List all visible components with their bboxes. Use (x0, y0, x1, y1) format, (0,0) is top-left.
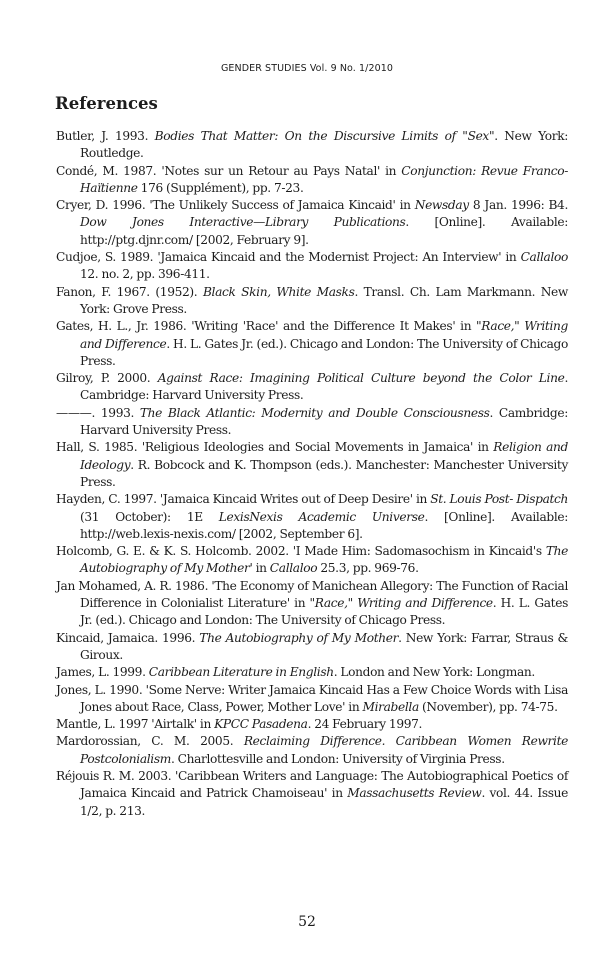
reference-entry: Jones, L. 1990. 'Some Nerve: Writer Jamaica Kincaid Has a Few Choice Words with Lisa Jones about Race, Class, Power, Mother Love' in Mirabella (November), pp. 74-75. (56, 682, 568, 714)
reference-list (56, 128, 568, 820)
reference-entry: Hall, S. 1985. 'Religious Ideologies and Social Movements in Jamaica' in Religion and Ideology. R. Bobcock and K. Thompson (eds.). Manchester: Manchester University Press. (56, 440, 568, 489)
reference-entry: James, L. 1999. Caribbean Literature in English. London and New York: Longman. (56, 665, 535, 680)
reference-entry: Cudjoe, S. 1989. 'Jamaica Kincaid and the Modernist Project: An Interview' in Callaloo 12. no. 2, pp. 396-411. (56, 250, 568, 282)
reference-entry: Gates, H. L., Jr. 1986. 'Writing 'Race' and the Difference It Makes' in "Race," Writing and Difference. H. L. Gates Jr. (ed.). Chicago and London: The University of Chicago Press. (56, 319, 568, 368)
reference-entry: Jan Mohamed, A. R. 1986. 'The Economy of Manichean Allegory: The Function of Racial Difference in Colonialist Literature' in "Race," Writing and Difference. H. L. Gates Jr. (ed.). Chicago and London: The University of Chicago Press. (56, 578, 568, 628)
section-title: References (55, 94, 158, 113)
page-number: 52 (298, 914, 316, 930)
reference-entry: Kincaid, Jamaica. 1996. The Autobiography of My Mother. New York: Farrar, Straus & Giroux. (56, 630, 568, 662)
reference-entry: Holcomb, G. E. & K. S. Holcomb. 2002. 'I Made Him: Sadomasochism in Kincaid's The Autobiography of My Mother' in Callaloo 25.3, pp. 969-76. (56, 544, 568, 576)
reference-entry: Mardorossian, C. M. 2005. Reclaiming Difference. Caribbean Women Rewrite Postcolonialism. Charlottesville and London: University of Virginia Press. (56, 734, 568, 766)
reference-entry: Condé, M. 1987. 'Notes sur un Retour au Pays Natal' in Conjunction: Revue Franco-Haïtienne 176 (Supplément), pp. 7-23. (56, 163, 568, 195)
reference-entry: Hayden, C. 1997. 'Jamaica Kincaid Writes out of Deep Desire' in St. Louis Post- Dispatch (31 October): 1E LexisNexis Academic Universe. [Online]. Available: http://web.lexis-nexis.com/ [2002, September 6]. (56, 492, 569, 541)
running-header: GENDER STUDIES Vol. 9 No. 1/2010 (220, 63, 394, 74)
reference-entry: Cryer, D. 1996. 'The Unlikely Success of Jamaica Kincaid' in Newsday 8 Jan. 1996: B4. Dow Jones Interactive—Library Publications. [Online]. Available: http://ptg.djnr.com/ [2002, February 9]. (56, 198, 568, 247)
reference-entry: Gilroy, P. 2000. Against Race: Imagining Political Culture beyond the Color Line. Cambridge: Harvard University Press. (56, 371, 568, 403)
reference-entry: Butler, J. 1993. Bodies That Matter: On the Discursive Limits of "Sex". New York: Routledge. (56, 129, 569, 161)
reference-entry: Fanon, F. 1967. (1952). Black Skin, White Masks. Transl. Ch. Lam Markmann. New York: Grove Press. (56, 284, 568, 316)
reference-entry: Mantle, L. 1997 'Airtalk' in KPCC Pasadena. 24 February 1997. (56, 717, 423, 732)
reference-entry: Réjouis R. M. 2003. 'Caribbean Writers and Language: The Autobiographical Poetics of Jamaica Kincaid and Patrick Chamoiseau' in Massachusetts Review. vol. 44. Issue 1/2, p. 213. (56, 768, 569, 818)
reference-entry: ———. 1993. The Black Atlantic: Modernity and Double Consciousness. Cambridge: Harvard University Press. (56, 405, 568, 438)
